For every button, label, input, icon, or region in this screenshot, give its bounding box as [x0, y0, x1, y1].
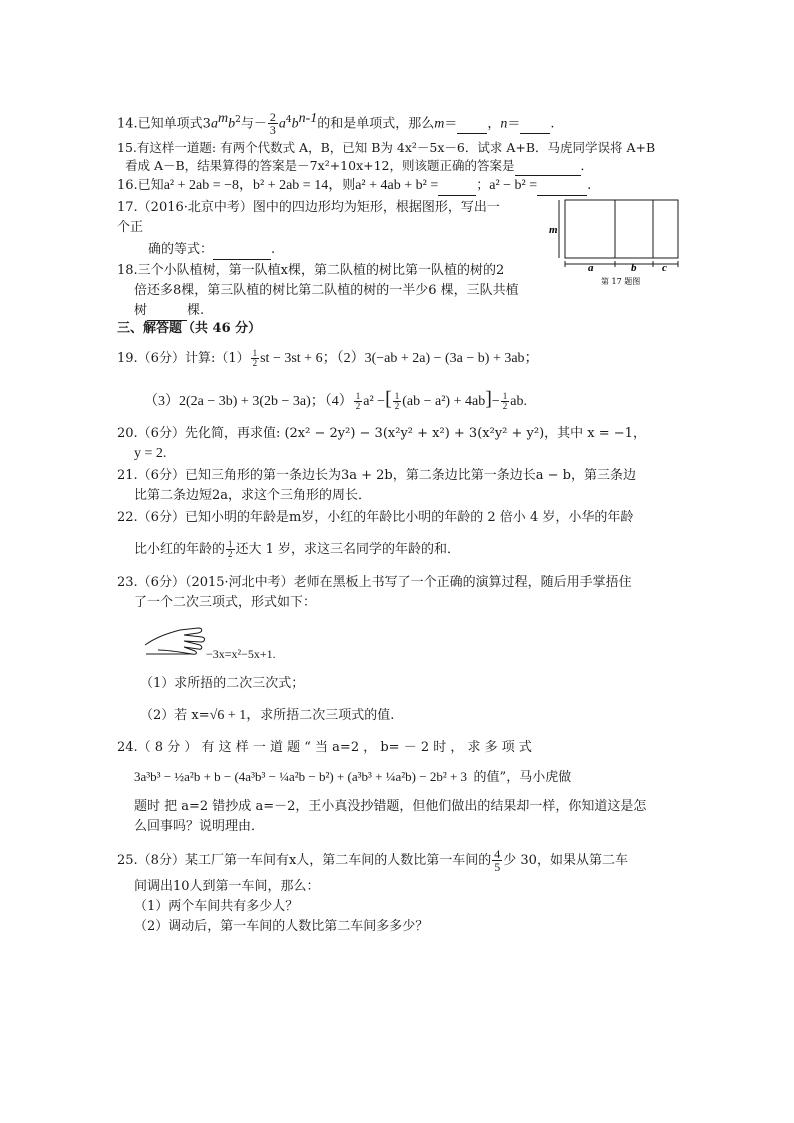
q22-line2: 比小红的年龄的 $\frac{1}{2}$ 还大 1 岁，求这三名同学的年龄的和．	[134, 539, 461, 559]
label-m: m	[549, 224, 558, 236]
q23-sub2: （2）若 x=√6 + 1，求所捂二次三项式的值.	[140, 708, 395, 723]
q24-line4: 么回事吗？说明理由．	[134, 819, 265, 834]
q18-line1: 18.三个小队植树，第一队植x棵，第二队植的树比第一队植的树的2	[117, 263, 505, 278]
q15-line2: 看成 A－B，结果算得的答案是－7x²+10x+12，则该题正确的答案是 ．	[125, 157, 593, 176]
q25-line2: 间调出10人到第一车间，那么：	[134, 879, 320, 894]
q20-line2: y = 2.	[134, 446, 167, 461]
q23-line2: 了一个二次三项式，形式如下：	[134, 595, 317, 610]
hand-icon	[140, 620, 210, 660]
label-b: b	[631, 262, 637, 274]
q22-line1: 22.（6分）已知小明的年龄是m岁，小红的年龄比小明的年龄的 2 倍小 4 岁，小华的年龄	[117, 510, 634, 525]
label-c: c	[662, 262, 667, 274]
q23-line1: 23.（6分）（2015·河北中考）老师在黑板上书写了一个正确的演算过程，随后用手掌捂住	[117, 575, 632, 590]
answer-blank[interactable]	[147, 302, 187, 321]
q21-line2: 比第二条边短2a，求这个三角形的周长．	[134, 488, 372, 503]
q19-line2: （3）2(2a − 3b) + 3(2b − 3a)；（4） $\frac{1}{2}$ a² −[ $\frac{1}{2}$ (ab − a²) + 4ab]− $\frac{1}{2}$ ab.	[144, 388, 528, 411]
q16: 16.已知a² + 2ab = −8，b² + 2ab = 14，则a² + 4ab + b² = ；a² − b² = .	[117, 177, 591, 196]
answer-blank[interactable]	[520, 115, 550, 134]
answer-blank[interactable]	[213, 241, 271, 260]
figure-caption: 第 17 题图	[601, 277, 641, 286]
answer-blank[interactable]	[438, 177, 476, 196]
q14-fraction: $\frac{2}{3}$	[269, 110, 276, 138]
q25-sub2: （2）调动后，第一车间的人数比第二车间多多少？	[134, 919, 429, 934]
section-heading: 三、解答题（共 46 分）	[117, 321, 262, 336]
label-a: a	[588, 262, 594, 274]
q23-expression: −3x=x²−5x+1.	[206, 647, 276, 661]
q25-line1: 25.（8分）某工厂第一车间有x人，第二车间的人数比第一车间的 $\frac{4}{5}$ 少 30，如果从第二车	[117, 847, 628, 874]
answer-blank[interactable]	[537, 177, 587, 196]
q25-sub1: （1）两个车间共有多少人？	[134, 899, 299, 914]
q17-line1: 17.（2016·北京中考）图中的四边形均为矩形，根据图形，写出一	[117, 200, 500, 215]
outer-rectangle	[565, 200, 678, 258]
q24-line2: 3a³b³ − ½a²b + b − (4a³b³ − ¼a²b − b²) + (a³b³ + ¼a²b) − 2b² + 3 的值”，马小虎做	[134, 769, 572, 785]
q24-line3: 题时 把 a=2 错抄成 a=－2，王小真没抄错题，但他们做出的结果却一样，你知道这是怎	[134, 799, 647, 814]
q18-line2: 倍还多8棵，第三队植的树比第二队植的树的一半少6 棵，三队共植	[134, 283, 519, 298]
q17-line2: 个正	[117, 220, 144, 235]
q21-line1: 21.（6分）已知三角形的第一条边长为3a + 2b，第二条边比第一条边长a − b，第三条边	[117, 468, 636, 483]
q15-line1: 15.有这样一道题: 有两个代数式 A，B，已知 B为 4x²－5x－6．试求 A+B．马虎同学误将 A+B	[117, 140, 656, 155]
answer-blank[interactable]	[457, 115, 487, 134]
q24-line1: 24.（ 8 分 ） 有 这 样 一 道 题 “ 当 a=2 ， b= － 2 时 ， 求 多 项 式	[117, 740, 532, 755]
q19-line1: 19.（6分）计算:（1） $\frac{1}{2}$ st − 3st + 6；（2）3(−ab + 2a) − (3a − b) + 3ab；	[117, 348, 539, 368]
answer-blank[interactable]	[515, 157, 581, 176]
q23-sub1: （1）求所捂的二次三次式；	[140, 676, 305, 691]
q17-line3: 确的等式： .	[148, 241, 275, 260]
q20-line1: 20.（6分）先化简，再求值: (2x² − 2y²) − 3(x²y² + x²) + 3(x²y² + y²)，其中 x = −1，	[117, 426, 646, 441]
rectangle-figure	[545, 195, 685, 287]
q18-line3: 树 棵.	[134, 302, 204, 321]
q14: 14.已知单项式$3a^mb^2$与－ $\frac{2}{3}$ $a^4b^{n-1}$的和是单项式，那么m＝ ，n＝ .	[117, 110, 555, 138]
